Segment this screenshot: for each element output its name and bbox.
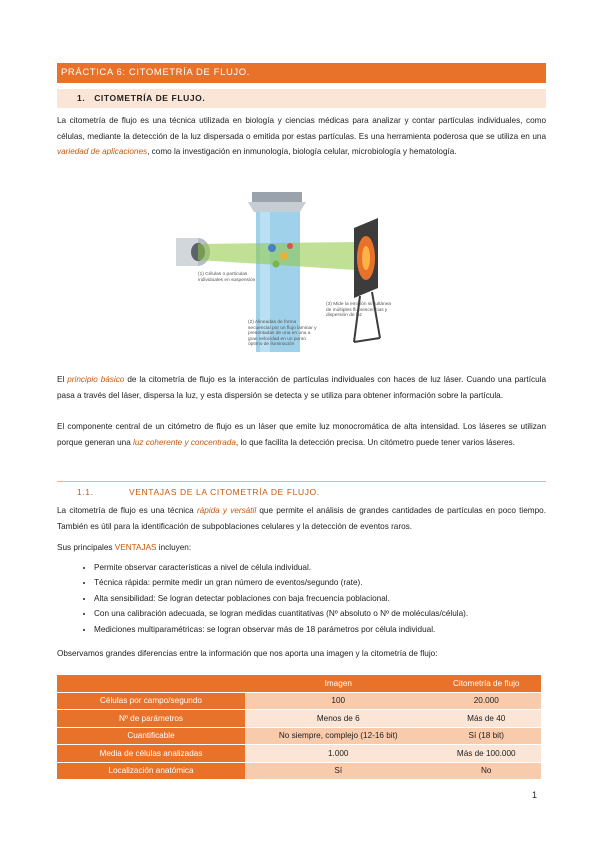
table-row: [57, 727, 541, 745]
table-cell: 100: [245, 692, 431, 710]
list-item: • Con una calibración adecuada, se logran medidas cuantitativas (Nº absoluto o Nº de moléculas/célula).: [94, 606, 564, 621]
row-label: Nº de parámetros: [57, 710, 245, 728]
principle-emphasis: principio básico: [67, 375, 125, 384]
lead-in-highlight: VENTAJAS: [114, 543, 157, 552]
advantages-text-b: que permite el análisis de grandes cantidades de partículas en poco tiempo. También es útil para la identificación de subpoblaciones celulares y la detección de eventos raros.: [57, 506, 546, 531]
table-row: [57, 745, 541, 763]
flow-cytometry-diagram: [176, 192, 398, 362]
table-cell: Menos de 6: [245, 710, 431, 728]
table-cell: Más de 40: [431, 710, 541, 728]
subsection-title: VENTAJAS DE LA CITOMETRÍA DE FLUJO.: [129, 487, 320, 497]
lead-in-text-b: incluyen:: [156, 543, 192, 552]
laser-text-b: , lo que facilita la detección precisa. Un citómetro puede tener varios láseres.: [235, 437, 515, 447]
advantages-intro-paragraph: [57, 503, 546, 534]
advantages-text-a: La citometría de flujo es una técnica: [57, 506, 197, 515]
intro-emphasis: variedad de aplicaciones: [57, 147, 148, 156]
row-label: Localización anatómica: [57, 762, 245, 780]
table-cell: 20.000: [431, 692, 541, 710]
list-item: • Mediciones multiparamétricas: se logran observar más de 18 parámetros por célula individual.: [94, 622, 564, 637]
page-number: 1: [532, 790, 538, 800]
table-header-cell: Imagen: [245, 675, 431, 692]
row-label: Cuantificable: [57, 727, 245, 745]
figure-label-3: (3) Mide la emisión simultánea de múltiples fluorescencias y dispersión de luz: [326, 302, 392, 319]
table-cell: No siempre, complejo (12-16 bit): [245, 727, 431, 745]
figure-label-1: (1) Células o partículas individuales en suspensión: [198, 272, 256, 283]
table-cell: Más de 100.000: [431, 745, 541, 763]
advantages-lead-in: [57, 540, 546, 556]
list-item: • Permite observar características a nivel de célula individual.: [94, 560, 564, 575]
laser-emphasis: luz coherente y concentrada: [133, 437, 236, 447]
comparison-table: [57, 675, 541, 780]
comparison-intro: Observamos grandes diferencias entre la información que nos aporta una imagen y la citometría de flujo:: [57, 649, 438, 658]
intro-text-a: La citometría de flujo es una técnica utilizada en biología y ciencias médicas para analizar y contar partículas individuales, como células, mediante la detección de la luz dispersada o emitida por estas partículas. Es una herramienta poderosa que se utiliza en una: [57, 116, 546, 141]
laser-paragraph: [57, 419, 546, 450]
row-label: Media de células analizadas: [57, 745, 245, 763]
principle-text-b: de la citometría de flujo es la interacción de partículas individuales con haces de luz láser. Cuando una partícula pasa a través del láser, dispersa la luz, y esta dispersión se detecta y se utiliza para obtener información sobre la partícula.: [57, 375, 547, 400]
section-heading: [57, 89, 546, 108]
table-cell: 1.000: [245, 745, 431, 763]
laser-text-a: El componente central de un citómetro de flujo es un láser que emite luz monocromática de alta intensidad. Los láseres se utilizan porque generan una: [57, 422, 546, 447]
table-row: [57, 710, 541, 728]
table-row: [57, 692, 541, 710]
advantages-list: [76, 560, 564, 637]
subsection-heading: [57, 481, 546, 500]
row-label: Células por campo/segundo: [57, 692, 245, 710]
section-number: 1.: [77, 93, 86, 103]
advantages-emphasis: rápida y versátil: [196, 506, 257, 515]
table-header-cell: Citometría de flujo: [431, 675, 541, 692]
section-title: CITOMETRÍA DE FLUJO.: [94, 93, 206, 103]
principle-text-a: El: [57, 375, 68, 384]
table-row: [57, 762, 541, 780]
figure-label-2: (2) Alineadas de forma secuencial por un flujo laminar y presentadas de una en una a gran velocidad en un punto óptimo de iluminación: [248, 320, 317, 348]
subsection-number: 1.1.: [77, 487, 94, 497]
principle-paragraph: [57, 372, 546, 403]
intro-text-b: , como la investigación en inmunología, biología celular, microbiología y hematología.: [147, 147, 457, 156]
table-cell: Sí: [245, 762, 431, 780]
lead-in-text-a: Sus principales: [57, 543, 115, 552]
list-item: • Alta sensibilidad: Se logran detectar poblaciones con baja frecuencia poblacional.: [94, 591, 564, 606]
table-header-cell: [57, 675, 245, 692]
table-cell: No: [431, 762, 541, 780]
chapter-title: PRÁCTICA 6: CITOMETRÍA DE FLUJO.: [57, 63, 546, 83]
list-item: • Técnica rápida: permite medir un gran número de eventos/segundo (rate).: [94, 575, 564, 590]
intro-paragraph: [57, 113, 546, 160]
table-cell: Sí (18 bit): [431, 727, 541, 745]
table-header-row: [57, 675, 541, 692]
